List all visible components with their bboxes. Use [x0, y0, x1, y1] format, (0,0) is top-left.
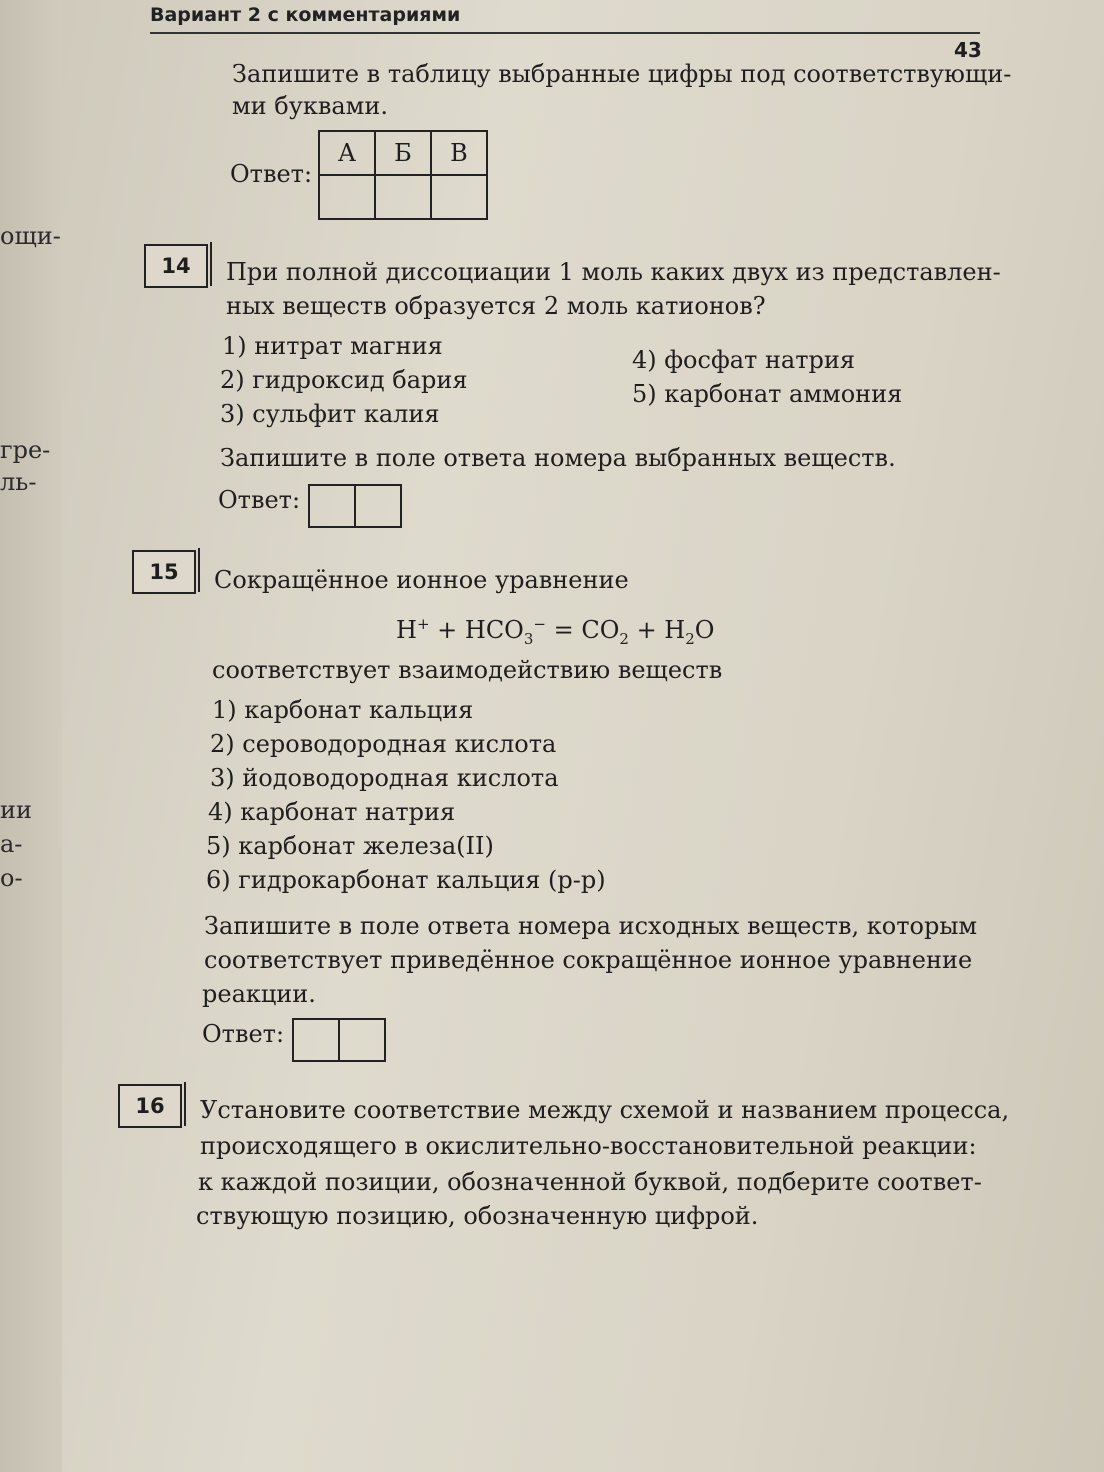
margin-fragment: гре- — [0, 436, 51, 464]
q15-answer-box[interactable] — [292, 1018, 386, 1062]
margin-fragment: ии — [0, 796, 32, 824]
table-header-b: Б — [375, 131, 431, 175]
intro-line-1: Запишите в таблицу выбранные цифры под соответствующи- — [232, 60, 1012, 88]
previous-page-edge — [0, 0, 63, 1472]
q14-text-line-2: ных веществ образуется 2 моль катионов? — [226, 292, 766, 320]
q15-option: 3) йодоводородная кислота — [210, 764, 559, 792]
q14-option: 5) карбонат аммония — [632, 380, 903, 408]
q15-text-2: соответствует взаимодействию веществ — [212, 656, 723, 684]
answer-table — [318, 130, 488, 220]
q16-text-line: ствующую позицию, обозначенную цифрой. — [196, 1202, 759, 1230]
table-header-v: В — [431, 131, 487, 175]
header-rule — [150, 32, 980, 34]
q15-option: 2) сероводородная кислота — [210, 730, 557, 758]
question-bar — [210, 242, 212, 286]
answer-cell-v[interactable] — [431, 175, 487, 219]
question-bar — [184, 1082, 186, 1126]
q15-instruction-line: Запишите в поле ответа номера исходных веществ, которым — [204, 912, 978, 940]
q14-answer-label: Ответ: — [218, 486, 301, 514]
running-header: Вариант 2 с комментариями — [150, 4, 461, 26]
q15-instruction-line: реакции. — [202, 980, 316, 1008]
question-number-16: 16 — [118, 1084, 182, 1128]
answer-cell-a[interactable] — [319, 175, 375, 219]
q14-instruction: Запишите в поле ответа номера выбранных веществ. — [220, 444, 896, 472]
table-header-a: А — [319, 131, 375, 175]
q14-option: 3) сульфит калия — [220, 400, 440, 428]
q14-option: 1) нитрат магния — [222, 332, 443, 360]
q16-text-line: происходящего в окислительно-восстановительной реакции: — [200, 1132, 977, 1160]
q14-text-line-1: При полной диссоциации 1 моль каких двух из представлен- — [226, 258, 1001, 286]
q14-option: 4) фосфат натрия — [632, 346, 856, 374]
margin-fragment: ль- — [0, 468, 37, 496]
q14-answer-box[interactable] — [308, 484, 402, 528]
q14-option: 2) гидроксид бария — [220, 366, 468, 394]
answer-cell-b[interactable] — [375, 175, 431, 219]
question-number-14: 14 — [144, 244, 208, 288]
q15-option: 1) карбонат кальция — [212, 696, 474, 724]
ionic-equation: $H^+ + HCO_3^- = CO_2 + H_2O$ — [396, 615, 715, 648]
q15-option: 6) гидрокарбонат кальция (р-р) — [206, 866, 606, 894]
question-number-15: 15 — [132, 550, 196, 594]
q15-option: 5) карбонат железа(II) — [206, 832, 494, 860]
q15-text: Сокращённое ионное уравнение — [214, 566, 629, 594]
q15-option: 4) карбонат натрия — [208, 798, 456, 826]
page-number: 43 — [954, 38, 982, 62]
intro-line-2: ми буквами. — [232, 92, 388, 120]
q16-text-line: Установите соответствие между схемой и названием процесса, — [200, 1096, 1010, 1124]
answer-label: Ответ: — [230, 160, 313, 188]
question-bar — [198, 548, 200, 592]
q15-answer-label: Ответ: — [202, 1020, 285, 1048]
margin-fragment: о- — [0, 864, 23, 892]
margin-fragment: ощи- — [0, 222, 61, 250]
q15-instruction-line: соответствует приведённое сокращённое ионное уравнение — [204, 946, 973, 974]
q16-text-line: к каждой позиции, обозначенной буквой, подберите соответ- — [198, 1168, 982, 1196]
margin-fragment: а- — [0, 830, 23, 858]
